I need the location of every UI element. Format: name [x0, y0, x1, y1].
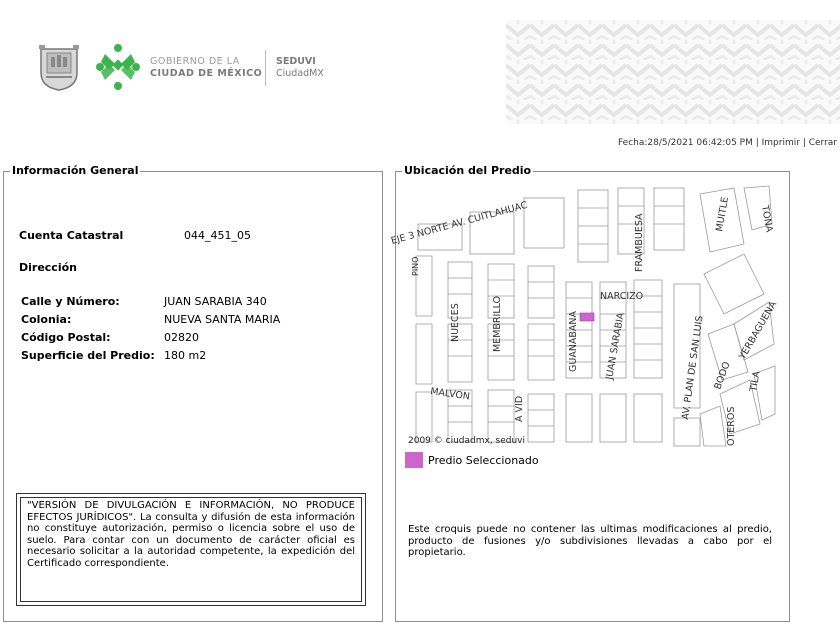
location-legend: Ubicación del Predio [404, 164, 532, 177]
map-street-membrillo: MEMBRILLO [492, 295, 503, 352]
codigo-postal-label: Código Postal: [21, 331, 111, 344]
agency-line2: CiudadMX [276, 68, 324, 79]
map-street-muitle: MUITLE [714, 196, 732, 233]
map-street-plan-san-luis: AV. PLAN DE SAN LUIS [680, 315, 706, 421]
map-street-yerbaguena: YERBAGUENA [737, 299, 780, 362]
link-separator: | [752, 138, 762, 148]
decorative-pattern [506, 20, 840, 124]
cdmx-coat-of-arms-logo [38, 43, 80, 91]
colonia-label: Colonia: [21, 313, 72, 326]
calle-value: JUAN SARABIA 340 [164, 295, 267, 308]
date-text: Fecha:28/5/2021 06:42:05 PM [617, 138, 753, 148]
superficie-value: 180 m2 [164, 349, 207, 362]
agency-line1: SEDUVI [276, 56, 316, 67]
map-street-vid: A VID [514, 395, 525, 422]
map-street-frambuesa: FRAMBUESA [634, 213, 645, 272]
codigo-postal-value: 02820 [164, 331, 199, 344]
superficie-label: Superficie del Predio: [21, 349, 155, 362]
disclaimer-box [16, 493, 366, 606]
selected-parcel-label: Predio Seleccionado [428, 454, 539, 467]
disclaimer-text: "VERSIÓN DE DIVULGACIÓN E INFORMACIÓN, NO PRODUCE EFECTOS JURÍDICOS". La consulta y difusión de esta información no constituye autorización, permiso o licencia sobre el uso de suelo. Para contar con un documento de carácter oficial es necesario solicitar a la autoridad competente, la expedición del Certificado correspondiente. [27, 500, 355, 569]
map-street-tila: TILA [748, 370, 763, 393]
map-note: Este croquis puede no contener las ultimas modificaciones al predio, producto de fusiones y/o subdivisiones llevadas a cabo por el propietario. [408, 524, 772, 558]
general-info-legend: Información General [12, 164, 139, 177]
header-divider [265, 50, 266, 86]
gov-name-line2: CIUDAD DE MÉXICO [150, 68, 263, 79]
map-copyright: 2009 © ciudadmx, seduvi [408, 436, 526, 446]
cdmx-emblem-logo [95, 42, 141, 92]
cuenta-catastral-value: 044_451_05 [184, 229, 251, 242]
link-separator: | [799, 138, 809, 148]
location-map[interactable] [389, 184, 780, 446]
map-street-guanabana: GUANABANA [568, 310, 579, 372]
top-links-bar [618, 138, 837, 148]
agency-name [276, 56, 324, 80]
map-street-cuitlahuac: EJE 3 NORTE AV. CUITLAHUAC [389, 199, 529, 247]
map-street-juan-sarabia: JUAN SARABIA [604, 312, 627, 381]
close-link[interactable]: Cerrar [808, 138, 837, 148]
selected-parcel-swatch [405, 452, 423, 468]
map-street-tona: TONA [759, 204, 775, 234]
map-street-pino: PINO [411, 256, 420, 276]
colonia-value: NUEVA SANTA MARIA [164, 313, 281, 326]
calle-label: Calle y Número: [21, 295, 120, 308]
cuenta-catastral-label: Cuenta Catastral [19, 229, 124, 242]
map-street-nueces: NUECES [450, 303, 461, 342]
print-link[interactable]: Imprimir [761, 138, 800, 148]
map-street-bodo: BODO [712, 360, 733, 392]
government-name [150, 56, 262, 80]
map-street-oteros: OTEROS [726, 406, 737, 446]
map-street-malvon: MALVON [429, 386, 471, 403]
direccion-label: Dirección [19, 261, 77, 274]
map-street-narcizo: NARCIZO [600, 291, 644, 302]
gov-name-line1: GOBIERNO DE LA [150, 56, 240, 67]
